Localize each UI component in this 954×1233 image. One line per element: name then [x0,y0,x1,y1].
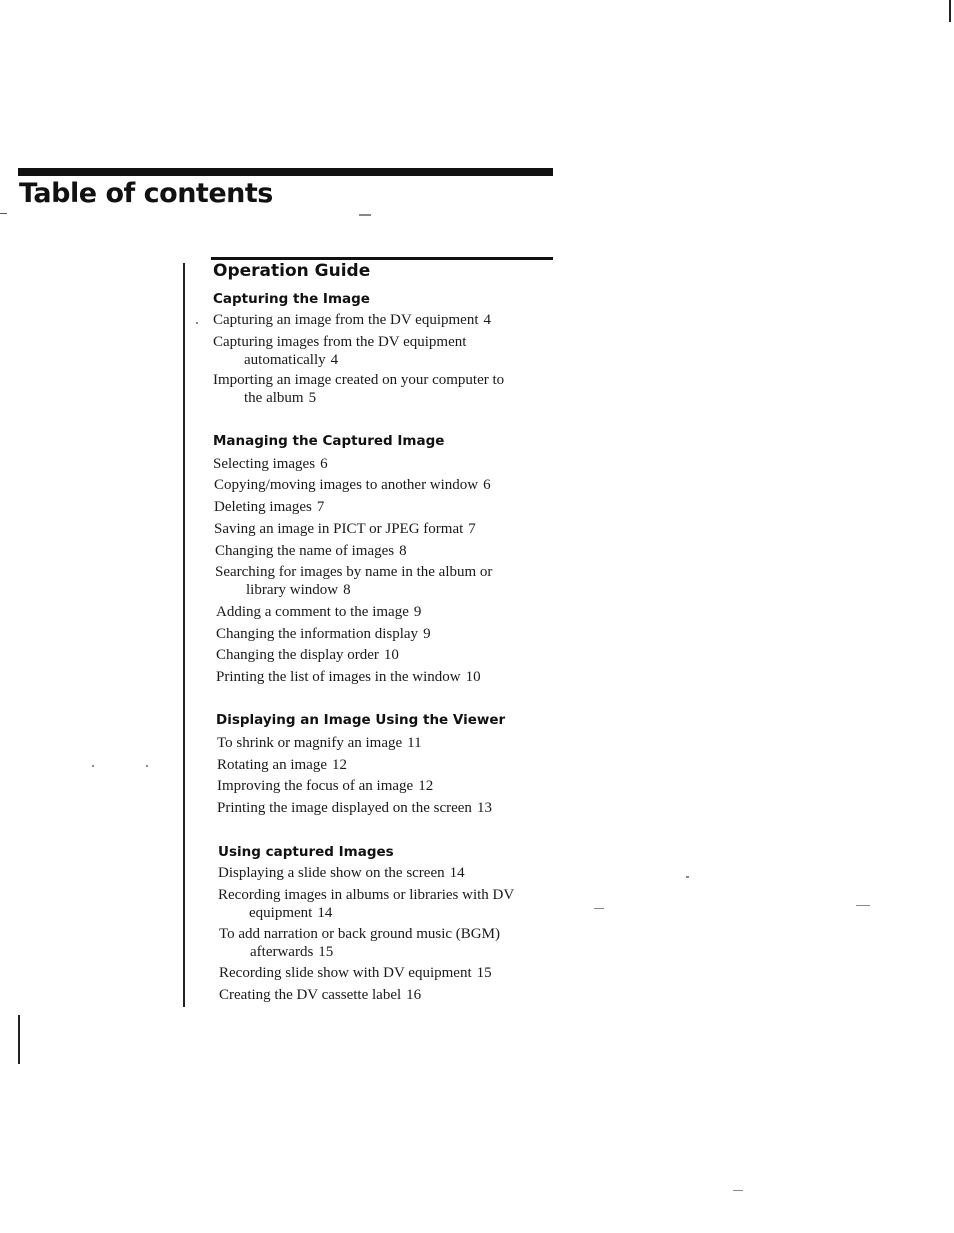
toc-entry[interactable] [219,964,492,982]
toc-page-number: 15 [318,944,334,960]
scan-speck [92,765,94,767]
toc-entry-text: Saving an image in PICT or JPEG format [214,521,464,537]
toc-page-number: 4 [483,312,491,328]
toc-entry-text: Searching for images by name in the album or [215,564,493,580]
toc-page-number: 8 [399,543,407,559]
section-rule [211,257,553,260]
toc-entry-continuation: equipment [249,905,313,921]
scan-mark [18,1015,20,1064]
toc-page-number: 5 [308,390,317,406]
scan-speck [686,876,689,878]
scan-speck [146,765,148,767]
group-heading-capturing: Capturing the Image [213,291,370,307]
toc-entry[interactable] [216,603,421,621]
toc-entry-text: Recording slide show with DV equipment [219,965,472,981]
toc-page-number: 12 [331,757,347,773]
toc-entry[interactable] [213,311,491,329]
toc-entry[interactable] [217,756,347,774]
title-rule [18,168,553,176]
toc-page-number: 12 [418,778,434,794]
toc-entry[interactable] [213,455,328,473]
toc-page-number: 9 [413,604,422,620]
toc-entry-text: To shrink or magnify an image [217,735,403,751]
toc-page-number: 7 [316,499,325,515]
toc-entry-text: Changing the information display [216,626,419,642]
toc-entry-continuation: library window [246,582,339,598]
toc-page-number: 10 [383,647,399,663]
toc-entry-text: Importing an image created on your computer to [213,372,505,388]
toc-entry-text: Creating the DV cassette label [219,987,402,1003]
page-edge-mark [949,0,951,22]
toc-page-number: 8 [343,582,351,598]
toc-entry[interactable] [213,333,466,369]
toc-page-number: 9 [423,626,431,642]
toc-entry-text: Deleting images [214,499,312,515]
toc-page-number: 6 [483,477,491,493]
toc-page-number: 10 [465,669,481,685]
toc-page-number: 11 [407,735,422,751]
toc-entry[interactable] [214,498,324,516]
toc-entry[interactable] [217,734,422,752]
toc-entry-text: Changing the display order [216,647,379,663]
toc-page-number: 16 [406,987,422,1003]
toc-entry-text: To add narration or back ground music (BGM) [219,926,500,942]
toc-entry-text: Rotating an image [217,757,327,773]
section-title: Operation Guide [213,261,371,281]
scan-speck [359,214,371,216]
toc-entry-text: Adding a comment to the image [216,604,409,620]
toc-entry-text: Capturing images from the DV equipment [213,334,467,350]
toc-entry[interactable] [218,864,465,882]
group-heading-managing: Managing the Captured Image [213,433,445,449]
toc-entry-continuation: automatically [244,352,326,368]
scan-speck [856,905,870,906]
toc-entry-text: Changing the name of images [215,543,395,559]
scan-speck [196,322,198,324]
toc-entry[interactable] [217,799,492,817]
toc-entry[interactable] [216,646,399,664]
toc-entry-text: Printing the list of images in the window [216,669,461,685]
toc-entry-continuation: the album [244,390,304,406]
page-title: Table of contents [19,178,273,209]
toc-page-number: 6 [320,456,328,472]
toc-entry[interactable] [215,563,492,599]
toc-entry-text: Capturing an image from the DV equipment [213,312,479,328]
toc-entry-text: Printing the image displayed on the screen [217,800,472,816]
scan-speck [594,908,604,909]
toc-page-number: 4 [330,352,339,368]
toc-entry[interactable] [217,777,433,795]
toc-entry-text: Improving the focus of an image [217,778,414,794]
toc-entry[interactable] [219,925,500,961]
toc-entry[interactable] [219,986,421,1004]
group-heading-using: Using captured Images [218,844,394,860]
toc-entry[interactable] [213,371,504,407]
toc-entry-text: Recording images in albums or libraries with DV [218,887,515,903]
toc-entry-continuation: afterwards [250,944,314,960]
toc-page-number: 15 [476,965,492,981]
group-heading-viewer: Displaying an Image Using the Viewer [216,712,506,728]
toc-entry[interactable] [216,625,431,643]
toc-entry[interactable] [214,476,491,494]
toc-entry[interactable] [215,542,407,560]
toc-page-number: 14 [449,865,465,881]
toc-entry-text: Selecting images [213,456,316,472]
toc-page-number: 14 [317,905,333,921]
section-vertical-rule [183,263,185,1007]
toc-page-number: 13 [476,800,492,816]
toc-entry-text: Copying/moving images to another window [214,477,479,493]
toc-entry[interactable] [216,668,481,686]
toc-page-number: 7 [468,521,476,537]
scan-speck [733,1190,743,1191]
toc-entry[interactable] [218,886,514,922]
toc-entry-text: Displaying a slide show on the screen [218,865,445,881]
toc-entry[interactable] [214,520,476,538]
margin-tick [0,213,7,214]
